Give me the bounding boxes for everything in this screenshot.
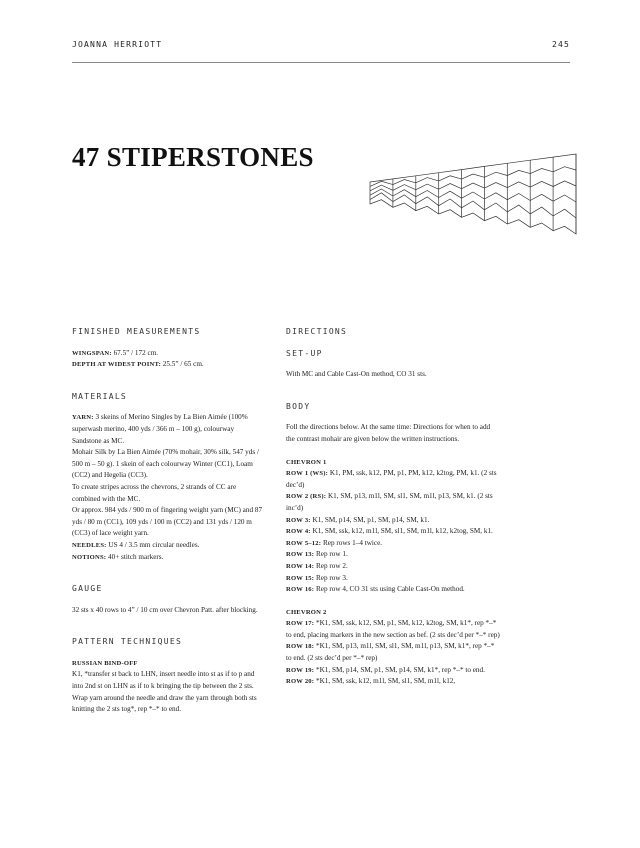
row-instruction: ROW 15: Rep row 3. [286,573,348,582]
shawl-stripe [530,207,553,216]
shawl-stripe [507,182,530,188]
shawl-stripe [416,184,439,190]
shawl-stripe [507,205,530,214]
shawl-stripe [416,191,439,198]
row-instruction: ROW 14: Rep row 2. [286,561,348,570]
row-instruction: ROW 2 (RS): K1, SM, p13, m1l, SM, sl1, SM, m1l, p13, SM, k1. (2 sts inc’d) [286,492,493,512]
shawl-stripe [393,190,416,197]
stripes-text: To create stripes across the chevrons, 2 strands of CC are combined with the MC. [72,482,237,503]
chevron-1-rows [286,468,500,596]
notions-line: NOTIONS: 40+ stitch markers. [72,552,164,561]
shawl-stripe [507,170,530,175]
depth-line: DEPTH AT WIDEST POINT: 25.5” / 65 cm. [72,360,204,369]
row-instruction: ROW 19: *K1, SM, p14, SM, p1, SM, p14, SM, k1*, rep *–* to end. [286,665,485,674]
shawl-chevron-illustration [368,152,580,238]
shawl-outline [370,154,576,234]
shawl-stripe [553,195,576,202]
shawl-stripe [462,192,485,199]
shawl-stripe [530,194,553,201]
shawl-stripe [484,193,507,200]
running-header-author: JOANNA HERRIOTT [72,40,163,49]
shawl-stripe [530,169,553,174]
page-number: 245 [551,40,570,49]
shawl-stripe [416,178,439,183]
chevron-2-rows [286,618,500,688]
yarn-text: YARN: 3 skeins of Merino Singles by La Bien Aimée (100% superwash merino, 400 yds / 366 m – 100 g), colourway Sandstone as MC. [72,413,248,445]
shawl-stripe [484,172,507,177]
right-column [286,326,500,688]
shawl-stripe [462,201,485,210]
header-rule [72,62,570,63]
materials-heading: MATERIALS [72,391,128,401]
shawl-stripe [393,180,416,185]
row-instruction: ROW 4: K1, SM, ssk, k12, m1l, SM, sl1, SM, m1l, k12, k2tog, SM, k1. [286,527,493,536]
shawl-stripe [393,195,416,204]
shawl-stripe [507,194,530,201]
shawl-stripe [370,181,393,186]
directions-heading: DIRECTIONS [286,327,348,336]
setup-heading: SET-UP [286,348,323,358]
finished-measurements-heading: FINISHED MEASUREMENTS [72,327,201,336]
row-instruction: ROW 1 (WS): K1, PM, ssk, k12, PM, p1, PM, k12, k2tog, PM, k1. (2 sts dec’d) [286,469,497,489]
shawl-stripe [553,167,576,172]
setup-text: With MC and Cable Cast-On method, CO 31 sts. [286,370,427,379]
gauge-heading: GAUGE [72,584,103,594]
shawl-stripe [462,183,485,189]
body-heading: BODY [286,401,311,411]
left-column [72,326,264,716]
shawl-stripe [439,184,462,190]
shawl-stripe [439,199,462,208]
wingspan-line: WINGSPAN: 67.5” / 172 cm. [72,348,159,357]
shawl-stripe [553,209,576,218]
shawl-stripe [416,197,439,206]
shawl-stripe [462,174,485,179]
russian-bind-off-title: RUSSIAN BIND-OFF [72,659,138,667]
row-instruction: ROW 16: Rep row 4, CO 31 sts using Cable Cast-On method. [286,585,465,594]
shawl-stripe [553,181,576,187]
row-instruction: ROW 5–12: Rep rows 1–4 twice. [286,538,383,547]
shawl-stripe [439,191,462,198]
shawl-stripe [370,185,393,191]
pattern-title: 47 STIPERSTONES [72,142,314,172]
shawl-stripe [530,181,553,187]
needles-line: NEEDLES: US 4 / 3.5 mm circular needles. [72,540,200,549]
shawl-stripe [439,176,462,181]
body-text: Foll the directions below. At the same time: Directions for when to add the contrast mohair are given below the written instructions. [286,423,491,443]
shawl-stripe [484,183,507,189]
row-instruction: ROW 13: Rep row 1. [286,550,348,559]
shawl-stripe [484,203,507,212]
row-instruction: ROW 18: *K1, SM, p13, m1l, SM, sl1, SM, m1l, p13, SM, k1*, rep *–* to end. (2 sts dec’d per *–* rep) [286,642,495,663]
russian-bind-off-text: K1, *transfer st back to LHN, insert needle into st as if to p and into 2nd st on LHN as if to k bringing the tip between the 2 sts. Wrap yarn around the needle and draw the yarn through both sts knitting the 2 sts tog*, rep *–* to end. [72,670,257,714]
approx-text: Or approx. 984 yds / 900 m of fingering weight yarn (MC) and 87 yds / 80 m (CC1), 109 yds / 100 m (CC2) and 131 yds / 120 m (CC3) of lace weight yarn. [72,506,263,538]
row-instruction: ROW 3: K1, SM, p14, SM, p1, SM, p14, SM, k1. [286,515,430,524]
gauge-text: 32 sts x 40 rows to 4” / 10 cm over Chevron Patt. after blocking. [72,605,258,614]
chevron-2-title: CHEVRON 2 [286,608,327,616]
chevron-1-title: CHEVRON 1 [286,458,327,466]
row-instruction: ROW 20: *K1, SM, ssk, k12, m1l, SM, sl1, SM, m1l, k12, [286,677,456,686]
row-instruction: ROW 17: *K1, SM, ssk, k12, SM, p1, SM, k12, k2tog, SM, k1*, rep *–* to end, placing markers in the new section as bef. (2 sts dec’d per *–* rep) [286,619,500,639]
mohair-text: Mohair Silk by La Bien Aimée (70% mohair, 30% silk, 547 yds / 500 m – 50 g). 1 skein of each colourway Winter (CC1), Loam (CC2) and Hegelia (CC3). [72,448,259,480]
pattern-techniques-heading: PATTERN TECHNIQUES [72,637,183,647]
